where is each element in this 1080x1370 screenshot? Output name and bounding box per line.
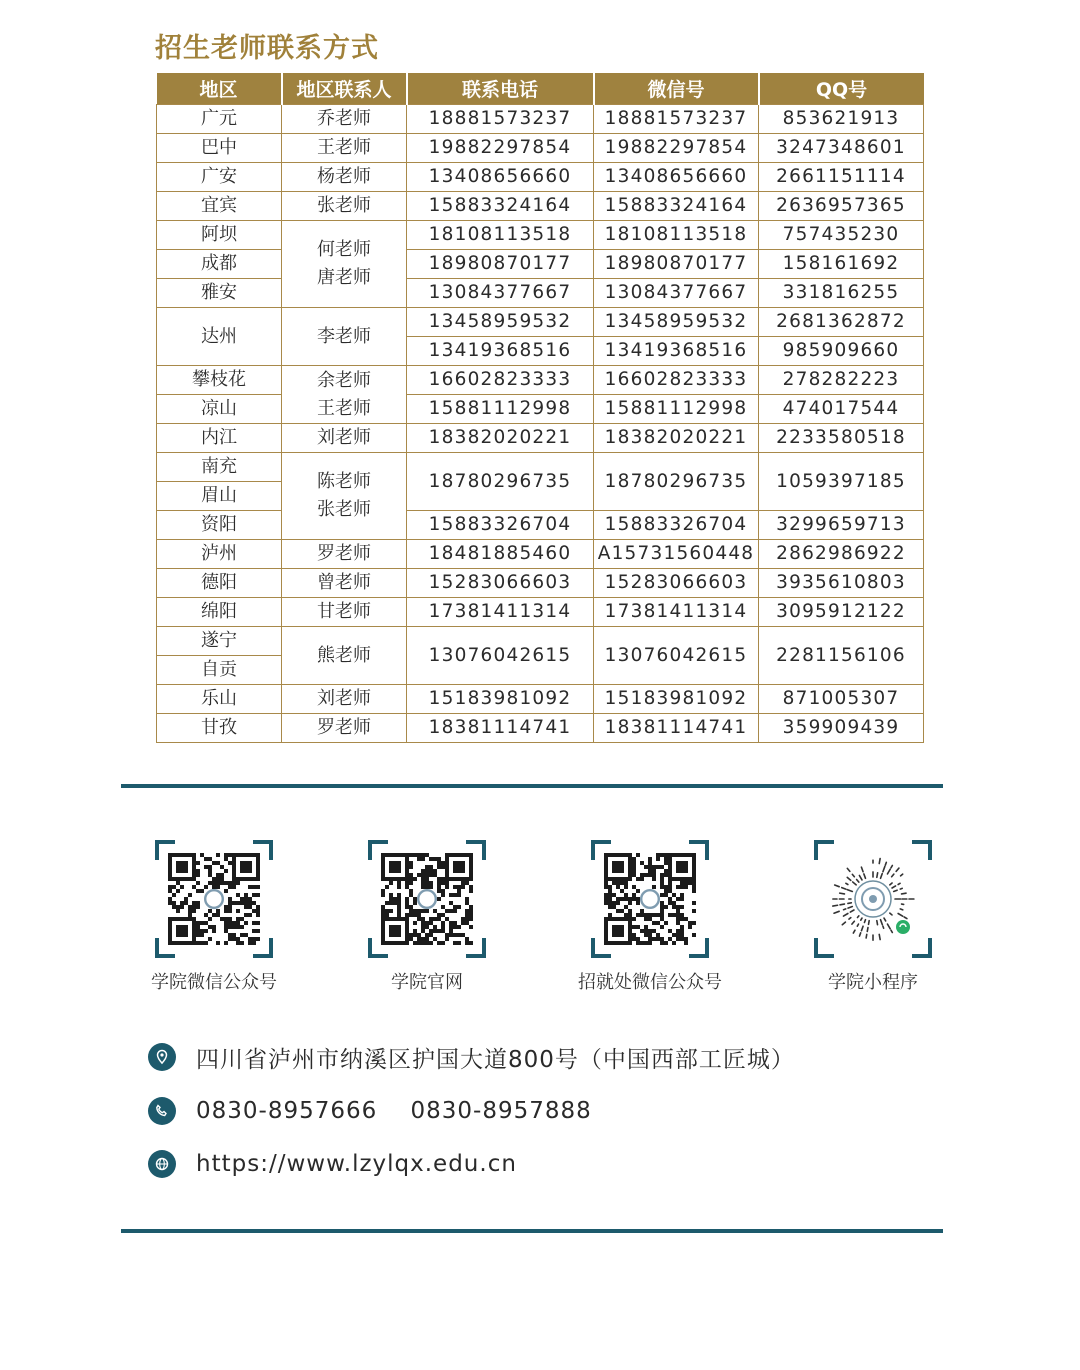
phone-cell: 18108113518 [407,221,594,250]
region-cell: 阿坝 [157,221,282,250]
header-phone: 联系电话 [407,73,594,105]
phone-text: 0830-8957666 0830-8957888 [196,1098,592,1124]
qr-label: 学院微信公众号 [151,972,277,993]
region-cell: 广元 [157,105,282,134]
region-cell: 广安 [157,163,282,192]
qq-cell: 2636957365 [759,192,924,221]
region-cell: 内江 [157,424,282,453]
table-row [157,598,924,627]
contact-cell: 王老师 [282,134,407,163]
wechat-cell: 13419368516 [594,337,759,366]
phone-cell: 13084377667 [407,279,594,308]
qq-cell: 2281156106 [759,627,924,685]
wechat-cell: 15883324164 [594,192,759,221]
table-row [157,163,924,192]
header-contact: 地区联系人 [282,73,407,105]
location-icon [148,1043,176,1071]
phone-cell: 15883326704 [407,511,594,540]
address-row [148,1041,795,1073]
region-cell: 资阳 [157,511,282,540]
phone-cell: 18481885460 [407,540,594,569]
phone-cell: 15883324164 [407,192,594,221]
contact-cell: 刘老师 [282,424,407,453]
wechat-cell: 19882297854 [594,134,759,163]
qq-cell: 158161692 [759,250,924,279]
qq-cell: 3247348601 [759,134,924,163]
qq-cell: 985909660 [759,337,924,366]
contact-cell: 余老师 王老师 [282,366,407,424]
table-row [157,569,924,598]
qq-cell: 2681362872 [759,308,924,337]
divider-bottom [121,1229,943,1233]
phone-cell: 17381411314 [407,598,594,627]
region-cell: 成都 [157,250,282,279]
wechat-cell: 18980870177 [594,250,759,279]
table-row [157,424,924,453]
qr-code-icon [155,840,273,958]
wechat-cell: 13084377667 [594,279,759,308]
phone-row [148,1095,592,1127]
region-cell: 眉山 [157,482,282,511]
qq-cell: 359909439 [759,714,924,743]
region-cell: 雅安 [157,279,282,308]
phone-cell: 19882297854 [407,134,594,163]
header-qq: QQ号 [759,73,924,105]
wechat-cell: 18881573237 [594,105,759,134]
qr-block-wechat-official [134,840,294,994]
table-row [157,192,924,221]
wechat-cell: A15731560448 [594,540,759,569]
region-cell: 德阳 [157,569,282,598]
table-row [157,395,924,424]
wechat-cell: 15283066603 [594,569,759,598]
contact-cell: 罗老师 [282,714,407,743]
contact-cell: 乔老师 [282,105,407,134]
contact-cell: 陈老师 张老师 [282,453,407,540]
qr-block-admissions-wechat [570,840,730,994]
qq-cell: 1059397185 [759,453,924,511]
table-row [157,279,924,308]
phone-cell: 18381114741 [407,714,594,743]
table-header-row [157,73,924,105]
phone-cell: 16602823333 [407,366,594,395]
qq-cell: 3299659713 [759,511,924,540]
qr-label: 学院小程序 [828,972,918,993]
wechat-cell: 13076042615 [594,627,759,685]
table-row [157,540,924,569]
wechat-cell: 13458959532 [594,308,759,337]
qr-code-icon [368,840,486,958]
qr-code-icon [591,840,709,958]
wechat-cell: 18780296735 [594,453,759,511]
phone-cell: 13458959532 [407,308,594,337]
region-cell: 遂宁 [157,627,282,656]
wechat-cell: 18382020221 [594,424,759,453]
phone-cell: 18980870177 [407,250,594,279]
address-text: 四川省泸州市纳溪区护国大道800号（中国西部工匠城） [196,1046,795,1073]
qq-cell: 871005307 [759,685,924,714]
phone-cell: 18382020221 [407,424,594,453]
qq-cell: 278282223 [759,366,924,395]
phone-cell: 15183981092 [407,685,594,714]
globe-icon [148,1150,176,1178]
qq-cell: 2233580518 [759,424,924,453]
contacts-table [156,73,924,743]
table-row [157,250,924,279]
region-cell: 南充 [157,453,282,482]
contact-cell: 杨老师 [282,163,407,192]
region-cell: 乐山 [157,685,282,714]
qr-label: 招就处微信公众号 [578,972,722,993]
contact-cell: 何老师 唐老师 [282,221,407,308]
qr-block-website [347,840,507,994]
contact-cell: 熊老师 [282,627,407,685]
phone-cell: 13419368516 [407,337,594,366]
table-row [157,366,924,395]
contact-cell: 罗老师 [282,540,407,569]
phone-icon [148,1097,176,1125]
qq-cell: 2661151114 [759,163,924,192]
region-cell: 绵阳 [157,598,282,627]
phone-cell: 13408656660 [407,163,594,192]
header-wechat: 微信号 [594,73,759,105]
contact-cell: 甘老师 [282,598,407,627]
table-row [157,511,924,540]
region-cell: 巴中 [157,134,282,163]
contact-cell: 曾老师 [282,569,407,598]
contact-cell: 张老师 [282,192,407,221]
wechat-cell: 15881112998 [594,395,759,424]
phone-cell: 18881573237 [407,105,594,134]
qr-block-mini-program [793,840,953,994]
contact-cell: 刘老师 [282,685,407,714]
wechat-cell: 15883326704 [594,511,759,540]
table-row [157,221,924,250]
wechat-cell: 18381114741 [594,714,759,743]
region-cell: 凉山 [157,395,282,424]
region-cell: 泸州 [157,540,282,569]
table-row [157,714,924,743]
qq-cell: 2862986922 [759,540,924,569]
table-row [157,453,924,482]
qq-cell: 853621913 [759,105,924,134]
table-row [157,105,924,134]
qq-cell: 474017544 [759,395,924,424]
qq-cell: 757435230 [759,221,924,250]
table-row [157,308,924,337]
wechat-cell: 18108113518 [594,221,759,250]
header-region: 地区 [157,73,282,105]
region-cell: 宜宾 [157,192,282,221]
table-row [157,685,924,714]
contact-cell: 李老师 [282,308,407,366]
region-cell: 达州 [157,308,282,366]
phone-cell: 13076042615 [407,627,594,685]
region-cell: 自贡 [157,656,282,685]
qq-cell: 3095912122 [759,598,924,627]
wechat-cell: 13408656660 [594,163,759,192]
wechat-cell: 15183981092 [594,685,759,714]
phone-cell: 15881112998 [407,395,594,424]
website-link[interactable]: https://www.lzylqx.edu.cn [196,1151,517,1177]
qr-label: 学院官网 [391,972,463,993]
phone-cell: 18780296735 [407,453,594,511]
page-title: 招生老师联系方式 [155,33,379,64]
website-row [148,1148,517,1180]
region-cell: 甘孜 [157,714,282,743]
table-row [157,627,924,656]
wechat-cell: 17381411314 [594,598,759,627]
region-cell: 攀枝花 [157,366,282,395]
qq-cell: 3935610803 [759,569,924,598]
divider-top [121,784,943,788]
mini-program-code-icon [814,840,932,958]
wechat-cell: 16602823333 [594,366,759,395]
table-row [157,134,924,163]
qq-cell: 331816255 [759,279,924,308]
phone-cell: 15283066603 [407,569,594,598]
